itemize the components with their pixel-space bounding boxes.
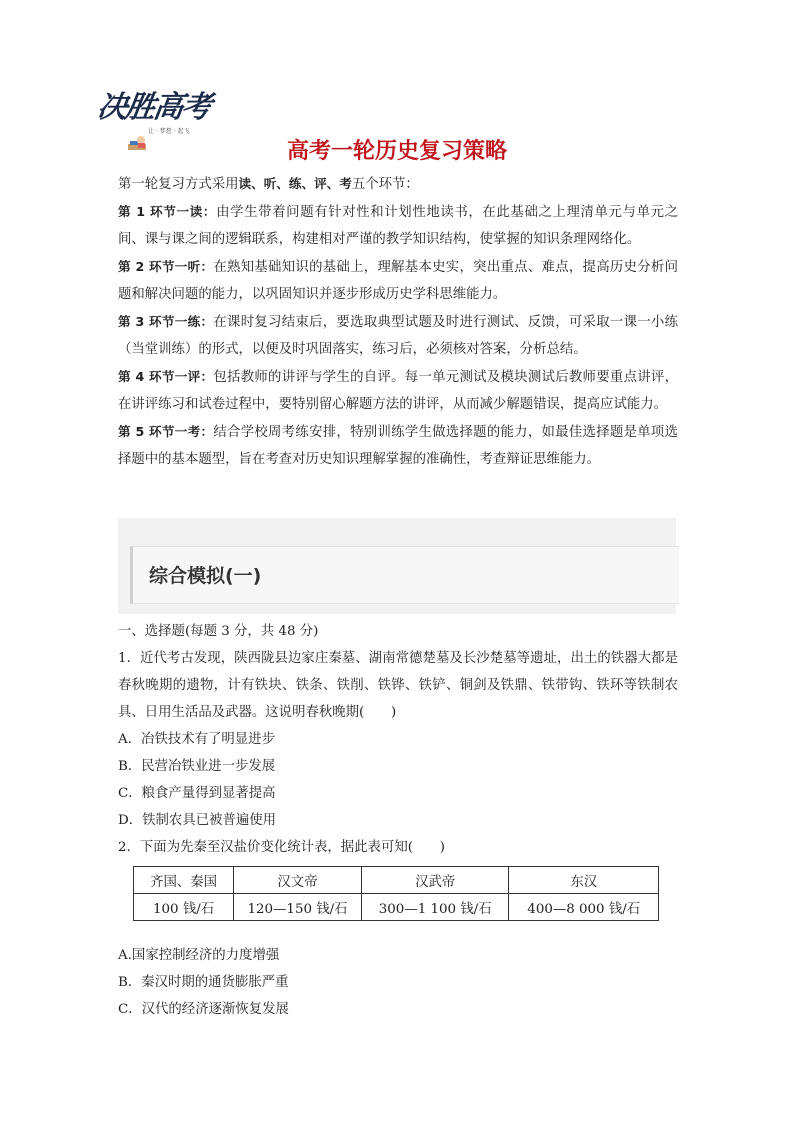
page-title: 高考一轮历史复习策略 <box>286 139 507 164</box>
section-heading: 一、选择题(每题 3 分，共 48 分) <box>118 624 319 639</box>
intro-line: 第一轮复习方式采用读、听、练、评、考五个环节： <box>118 176 419 192</box>
table-header-cell: 东汉 <box>509 867 659 894</box>
table-cell: 100 钱/石 <box>134 894 234 921</box>
logo-text: 决胜高考 <box>95 90 212 125</box>
question-2-options <box>118 942 678 1023</box>
question-1-stem: 1．近代考古发现，陕西陇县边家庄秦墓、湖南常德楚墓及长沙楚墓等遗址，出土的铁器大都是春秋晚期的遗物，计有铁块、铁条、铁削、铁铧、铁铲、铜剑及铁鼎、铁带钩、铁环等铁制农具、日用生活品及武器。这说明春秋晚期( ) <box>118 651 678 720</box>
table-header-cell: 齐国、秦国 <box>134 867 234 894</box>
question-2-option-c: C．汉代的经济逐渐恢复发展 <box>118 1002 289 1017</box>
section-banner <box>118 518 676 614</box>
step-paragraph: 第 1 环节一读：由学生带着问题有针对性和计划性地读书，在此基础之上理清单元与单元之间、课与课之间的逻辑联系，构建相对严谨的教学知识结构，使掌握的知识条理网络化。 <box>118 204 678 247</box>
question-block <box>118 618 678 861</box>
step-paragraph: 第 3 环节一练：在课时复习结束后，要选取典型试题及时进行测试、反馈，可采取一课一小练（当堂训练）的形式，以便及时巩固落实，练习后，必须核对答案，分析总结。 <box>118 314 678 357</box>
question-1-option-c: C．粮食产量得到显著提高 <box>118 786 276 801</box>
table-header-row <box>134 867 659 894</box>
question-1-option-b: B．民营冶铁业进一步发展 <box>118 759 276 774</box>
table-header-cell: 汉文帝 <box>234 867 362 894</box>
question-2-stem: 2．下面为先秦至汉盐价变化统计表，据此表可知( ) <box>118 840 445 855</box>
table-row <box>134 894 659 921</box>
table-cell: 120—150 钱/石 <box>234 894 362 921</box>
step-paragraph: 第 4 环节一评：包括教师的讲评与学生的自评。每一单元测试及模块测试后教师要重点讲评，在讲评练习和试卷过程中，要特别留心解题方法的讲评，从而减少解题错误，提高应试能力。 <box>118 369 678 412</box>
step-paragraph: 第 2 环节一听：在熟知基础知识的基础上，理解基本史实，突出重点、难点，提高历史分析问题和解决问题的能力，以巩固知识并逐步形成历史学科思维能力。 <box>118 259 678 302</box>
question-2-option-b: B．秦汉时期的通货膨胀严重 <box>118 975 289 990</box>
banner-box <box>130 546 679 604</box>
question-1-option-a: A．冶铁技术有了明显进步 <box>118 732 275 747</box>
table-cell: 400—8 000 钱/石 <box>509 894 659 921</box>
question-2-option-a: A.国家控制经济的力度增强 <box>118 948 280 963</box>
banner-title: 综合模拟(一) <box>149 565 262 587</box>
table-header-cell: 汉武帝 <box>361 867 509 894</box>
strategy-text <box>118 170 678 473</box>
question-1-option-d: D．铁制农具已被普遍使用 <box>118 813 277 828</box>
step-paragraph: 第 5 环节一考：结合学校周考练安排，特别训练学生做选择题的能力，如最佳选择题是单项选择题中的基本题型，旨在考查对历史知识理解掌握的准确性，考查辩证思维能力。 <box>118 424 678 467</box>
salt-price-table <box>133 866 659 921</box>
logo-subtitle: 让 · 梦想 · 起飞 <box>148 128 190 135</box>
table-cell: 300—1 100 钱/石 <box>361 894 509 921</box>
